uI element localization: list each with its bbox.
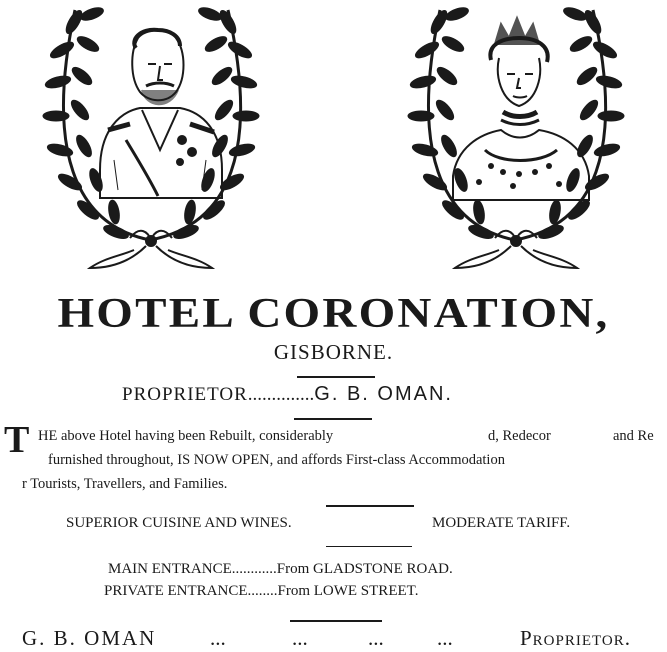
- divider-rule: [326, 505, 414, 507]
- divider-rule: [326, 546, 412, 547]
- body-line-1a: HE above Hotel having been Rebuilt, considerably: [38, 428, 334, 444]
- body-line-2: furnished throughout, IS NOW OPEN, and affords First-class Accommodation: [48, 452, 505, 468]
- feature-cuisine: SUPERIOR CUISINE AND WINES.: [66, 515, 292, 531]
- footer-dots-3: ...: [368, 626, 384, 650]
- entrance-private-dots: ........: [247, 583, 278, 599]
- proprietor-label: PROPRIETOR: [122, 384, 248, 405]
- footer-dots-2: ...: [292, 626, 308, 650]
- laurel-wreath-left: [43, 5, 259, 268]
- footer-dots-1: ...: [210, 626, 226, 650]
- body-line-1b: d, Redecor: [488, 428, 551, 444]
- town-name: GISBORNE.: [273, 340, 394, 364]
- entrance-main-label: MAIN ENTRANCE: [108, 561, 232, 577]
- footer-name: G. B. OMAN: [22, 626, 157, 650]
- page-title: HOTEL CORONATION,: [57, 291, 610, 337]
- body-line-3: r Tourists, Travellers, and Families.: [22, 476, 228, 492]
- entrance-main-dots: ............: [231, 561, 277, 577]
- king-portrait: [30, 0, 275, 285]
- feature-tariff: MODERATE TARIFF.: [432, 515, 571, 531]
- ribbon-bow: [455, 231, 577, 268]
- entrance-private-label: PRIVATE ENTRANCE: [104, 583, 248, 599]
- divider-rule: [294, 418, 372, 420]
- proprietor-line: [122, 383, 453, 406]
- proprietor-name: G. B. OMAN.: [314, 383, 453, 405]
- entrance-private: [104, 583, 418, 600]
- dropcap: T: [4, 419, 30, 461]
- ribbon-bow: [90, 231, 212, 268]
- king-figure: [100, 30, 222, 198]
- body-line-1c: and Re: [613, 428, 654, 444]
- entrance-private-text: From LOWE STREET.: [277, 583, 419, 599]
- queen-figure: [453, 18, 589, 200]
- queen-portrait: [395, 0, 640, 285]
- entrance-main-text: From GLADSTONE ROAD.: [276, 561, 453, 577]
- entrance-main: [108, 561, 453, 578]
- divider-rule: [290, 620, 382, 622]
- divider-rule: [297, 376, 375, 378]
- footer-dots-4: ...: [437, 626, 453, 650]
- proprietor-dots: ..............: [247, 384, 315, 405]
- footer-role: Proprietor.: [520, 626, 632, 650]
